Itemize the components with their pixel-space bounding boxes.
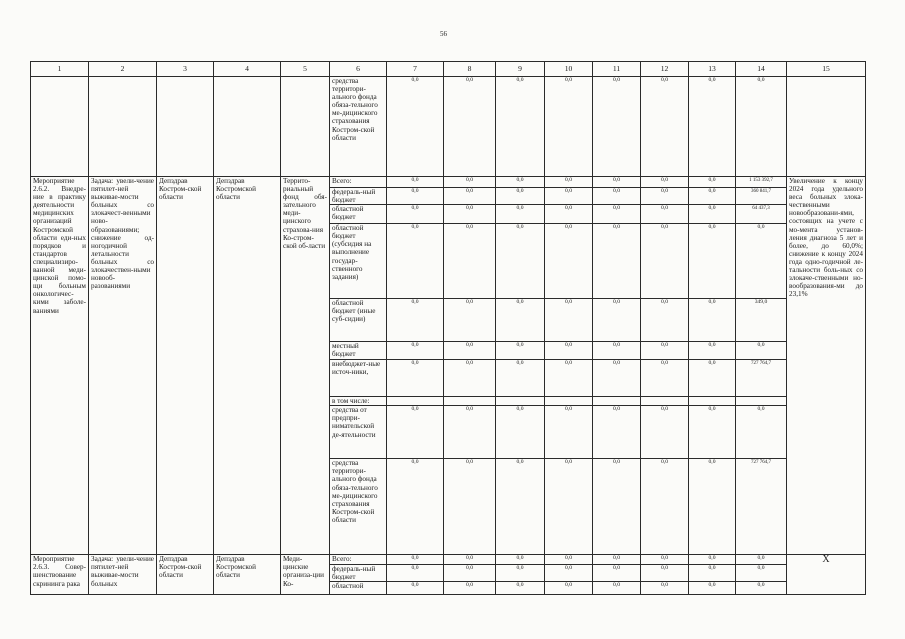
value-cell bbox=[496, 397, 545, 406]
column-header: 8 bbox=[444, 62, 496, 77]
co-executor-cell: Террито-риальный фонд обя-зательного меди-цинского страхова-ния Ко-стром-ской об-ласти bbox=[281, 177, 330, 555]
value-cell bbox=[641, 397, 689, 406]
funding-source: местный бюджет bbox=[330, 342, 387, 360]
value-cell: 0,0 bbox=[387, 205, 444, 224]
value-cell: 0,0 bbox=[496, 360, 545, 397]
value-cell: 0,0 bbox=[545, 224, 593, 299]
measure-name: Мероприятие 2.6.2. Внедре-ние в практику деятельности медицинских организаций Костромской области еди-ных порядков и стандартов специализиро-ванной меди-цинской помо-щи больным онкологичес-кими заболе-ваниями bbox=[31, 177, 89, 555]
value-cell: 0,0 bbox=[641, 177, 689, 188]
value-cell: 0,0 bbox=[641, 360, 689, 397]
budget-table bbox=[30, 61, 866, 595]
column-header: 15 bbox=[787, 62, 866, 77]
value-cell: 0,0 bbox=[593, 299, 641, 342]
value-cell: 0,0 bbox=[736, 406, 787, 459]
value-cell: 0,0 bbox=[545, 582, 593, 595]
value-cell bbox=[387, 397, 444, 406]
header-row bbox=[31, 62, 866, 77]
value-cell: 64 437,3 bbox=[736, 205, 787, 224]
executor-cell: Депздрав Костром-ской области bbox=[157, 555, 214, 595]
value-cell: 0,0 bbox=[545, 360, 593, 397]
value-cell: 0,0 bbox=[545, 77, 593, 177]
value-cell: 0,0 bbox=[496, 555, 545, 565]
value-cell: 0,0 bbox=[593, 565, 641, 582]
value-cell: 0,0 bbox=[444, 459, 496, 555]
value-cell: 0,0 bbox=[736, 582, 787, 595]
value-cell: 0,0 bbox=[641, 224, 689, 299]
column-header: 6 bbox=[330, 62, 387, 77]
executor-cell: Депздрав Костромской области bbox=[214, 555, 281, 595]
value-cell: 0,0 bbox=[736, 565, 787, 582]
funding-source: областной бюджет (субсидия на выполнение государ-ственного задания) bbox=[330, 224, 387, 299]
value-cell: 0,0 bbox=[545, 177, 593, 188]
value-cell: 0,0 bbox=[689, 77, 736, 177]
empty-cell bbox=[89, 77, 157, 177]
funding-source: внебюджет-ные источ-ники, bbox=[330, 360, 387, 397]
value-cell: 0,0 bbox=[496, 565, 545, 582]
value-cell: 349,0 bbox=[736, 299, 787, 342]
value-cell: 0,0 bbox=[545, 188, 593, 205]
value-cell: 0,0 bbox=[444, 177, 496, 188]
value-cell: 0,0 bbox=[387, 582, 444, 595]
value-cell: 0,0 bbox=[593, 459, 641, 555]
funding-source: областной бюджет (иные суб-сидии) bbox=[330, 299, 387, 342]
value-cell: 0,0 bbox=[444, 342, 496, 360]
column-header: 11 bbox=[593, 62, 641, 77]
value-cell: 0,0 bbox=[496, 342, 545, 360]
measure-name: Мероприятие 2.6.3. Совер-шенствование скрининга рака bbox=[31, 555, 89, 595]
value-cell: 0,0 bbox=[736, 342, 787, 360]
value-cell: 0,0 bbox=[641, 77, 689, 177]
column-header: 2 bbox=[89, 62, 157, 77]
value-cell: 0,0 bbox=[496, 224, 545, 299]
value-cell: 0,0 bbox=[641, 299, 689, 342]
funding-source: средства от предпри-нимательской де-ятельности bbox=[330, 406, 387, 459]
value-cell: 0,0 bbox=[593, 188, 641, 205]
value-cell: 0,0 bbox=[545, 205, 593, 224]
value-cell: 0,0 bbox=[496, 582, 545, 595]
value-cell: 0,0 bbox=[545, 555, 593, 565]
value-cell: 0,0 bbox=[444, 555, 496, 565]
executor-cell: Депздрав Костром-ской области bbox=[157, 177, 214, 555]
empty-cell bbox=[31, 77, 89, 177]
column-header: 10 bbox=[545, 62, 593, 77]
value-cell: 0,0 bbox=[545, 299, 593, 342]
value-cell: 0,0 bbox=[444, 406, 496, 459]
column-header: 4 bbox=[214, 62, 281, 77]
value-cell: 0,0 bbox=[545, 406, 593, 459]
value-cell: 0,0 bbox=[689, 299, 736, 342]
value-cell: 0,0 bbox=[545, 565, 593, 582]
value-cell: 0,0 bbox=[496, 205, 545, 224]
value-cell: 0,0 bbox=[444, 188, 496, 205]
funding-source: федераль-ный бюджет bbox=[330, 188, 387, 205]
value-cell: 0,0 bbox=[593, 224, 641, 299]
empty-cell bbox=[214, 77, 281, 177]
value-cell: 0,0 bbox=[444, 582, 496, 595]
value-cell: 0,0 bbox=[387, 565, 444, 582]
value-cell: 0,0 bbox=[444, 565, 496, 582]
value-cell: 0,0 bbox=[689, 555, 736, 565]
value-cell: 0,0 bbox=[496, 406, 545, 459]
funding-source: областной бюджет bbox=[330, 205, 387, 224]
value-cell: 0,0 bbox=[387, 360, 444, 397]
value-cell: 0,0 bbox=[689, 565, 736, 582]
value-cell: 727 764,7 bbox=[736, 360, 787, 397]
column-header: 3 bbox=[157, 62, 214, 77]
co-executor-cell: Меди-цинские организа-ции Ко- bbox=[281, 555, 330, 595]
value-cell: 0,0 bbox=[593, 360, 641, 397]
table-row bbox=[31, 177, 866, 188]
value-cell: 0,0 bbox=[593, 205, 641, 224]
column-header: 7 bbox=[387, 62, 444, 77]
value-cell: 0,0 bbox=[689, 342, 736, 360]
value-cell: 0,0 bbox=[496, 188, 545, 205]
value-cell: 0,0 bbox=[387, 406, 444, 459]
value-cell: 0,0 bbox=[689, 459, 736, 555]
value-cell: 0,0 bbox=[641, 555, 689, 565]
table-row bbox=[31, 77, 866, 177]
value-cell: 0,0 bbox=[689, 205, 736, 224]
value-cell: 0,0 bbox=[444, 77, 496, 177]
value-cell bbox=[444, 397, 496, 406]
value-cell: 360 841,7 bbox=[736, 188, 787, 205]
value-cell: 0,0 bbox=[689, 188, 736, 205]
value-cell: 0,0 bbox=[593, 77, 641, 177]
value-cell: 727 764,7 bbox=[736, 459, 787, 555]
empty-cell bbox=[787, 77, 866, 177]
value-cell: 0,0 bbox=[736, 77, 787, 177]
value-cell: 0,0 bbox=[689, 406, 736, 459]
value-cell: 0,0 bbox=[496, 459, 545, 555]
value-cell: 0,0 bbox=[641, 205, 689, 224]
value-cell bbox=[545, 397, 593, 406]
value-cell: 0,0 bbox=[444, 205, 496, 224]
value-cell: 0,0 bbox=[736, 555, 787, 565]
column-header: 14 bbox=[736, 62, 787, 77]
funding-source: федераль-ный бюджет bbox=[330, 565, 387, 582]
measure-task: Задача: увели-чение пятилет-ней выживае-мости больных bbox=[89, 555, 157, 595]
column-header: 1 bbox=[31, 62, 89, 77]
expected-result: Х bbox=[787, 555, 866, 595]
value-cell: 0,0 bbox=[387, 224, 444, 299]
value-cell: 0,0 bbox=[641, 582, 689, 595]
value-cell: 0,0 bbox=[545, 342, 593, 360]
column-header: 9 bbox=[496, 62, 545, 77]
funding-source: Всего: bbox=[330, 177, 387, 188]
value-cell: 0,0 bbox=[387, 188, 444, 205]
table-row bbox=[31, 555, 866, 565]
value-cell: 0,0 bbox=[641, 406, 689, 459]
value-cell: 0,0 bbox=[496, 77, 545, 177]
column-header: 12 bbox=[641, 62, 689, 77]
value-cell: 0,0 bbox=[387, 77, 444, 177]
value-cell: 0,0 bbox=[689, 224, 736, 299]
value-cell: 0,0 bbox=[593, 406, 641, 459]
value-cell: 0,0 bbox=[689, 582, 736, 595]
value-cell: 0,0 bbox=[641, 565, 689, 582]
value-cell: 0,0 bbox=[387, 555, 444, 565]
value-cell: 0,0 bbox=[736, 224, 787, 299]
column-header: 13 bbox=[689, 62, 736, 77]
value-cell: 0,0 bbox=[641, 342, 689, 360]
value-cell: 0,0 bbox=[545, 459, 593, 555]
value-cell: 0,0 bbox=[444, 299, 496, 342]
empty-cell bbox=[157, 77, 214, 177]
value-cell: 0,0 bbox=[641, 188, 689, 205]
value-cell: 0,0 bbox=[593, 582, 641, 595]
value-cell: 0,0 bbox=[593, 342, 641, 360]
value-cell: 0,0 bbox=[496, 299, 545, 342]
value-cell: 0,0 bbox=[444, 360, 496, 397]
value-cell: 1 153 392,7 bbox=[736, 177, 787, 188]
value-cell: 0,0 bbox=[387, 459, 444, 555]
value-cell: 0,0 bbox=[496, 177, 545, 188]
executor-cell: Депздрав Костромской области bbox=[214, 177, 281, 555]
funding-source: средства территори-ального фонда обяза-тельного ме-дицинского страхования Костром-ской области bbox=[330, 77, 387, 177]
funding-source: областной bbox=[330, 582, 387, 595]
value-cell: 0,0 bbox=[387, 342, 444, 360]
value-cell bbox=[593, 397, 641, 406]
value-cell: 0,0 bbox=[444, 224, 496, 299]
measure-task: Задача: увели-чение пятилет-ней выживае-мости больных со злокачест-венными ново-образованиями; снижение од-ногодичной летальности больных со злокачествен-ными новооб-разованиями bbox=[89, 177, 157, 555]
value-cell: 0,0 bbox=[387, 299, 444, 342]
value-cell: 0,0 bbox=[593, 555, 641, 565]
page-number: 56 bbox=[440, 30, 447, 38]
empty-cell bbox=[281, 77, 330, 177]
value-cell bbox=[736, 397, 787, 406]
expected-result: Увеличение к концу 2024 года удельного веса больных злока-чественными новообразовани-ями, состоящих на учете с мо-мента установ-ления диагноза 5 лет и более, до 60,0%; снижение к концу 2024 года одно-годичной ле-тальности боль-ных со злокаче-ственными но-вообразования-ми до 23,1% bbox=[787, 177, 866, 555]
value-cell: 0,0 bbox=[387, 177, 444, 188]
value-cell: 0,0 bbox=[641, 459, 689, 555]
value-cell: 0,0 bbox=[593, 177, 641, 188]
value-cell: 0,0 bbox=[689, 360, 736, 397]
funding-source: в том числе: bbox=[330, 397, 387, 406]
funding-source: Всего: bbox=[330, 555, 387, 565]
value-cell: 0,0 bbox=[689, 177, 736, 188]
funding-source: средства территори-ального фонда обяза-тельного ме-дицинского страхования Костром-ской области bbox=[330, 459, 387, 555]
column-header: 5 bbox=[281, 62, 330, 77]
value-cell bbox=[689, 397, 736, 406]
